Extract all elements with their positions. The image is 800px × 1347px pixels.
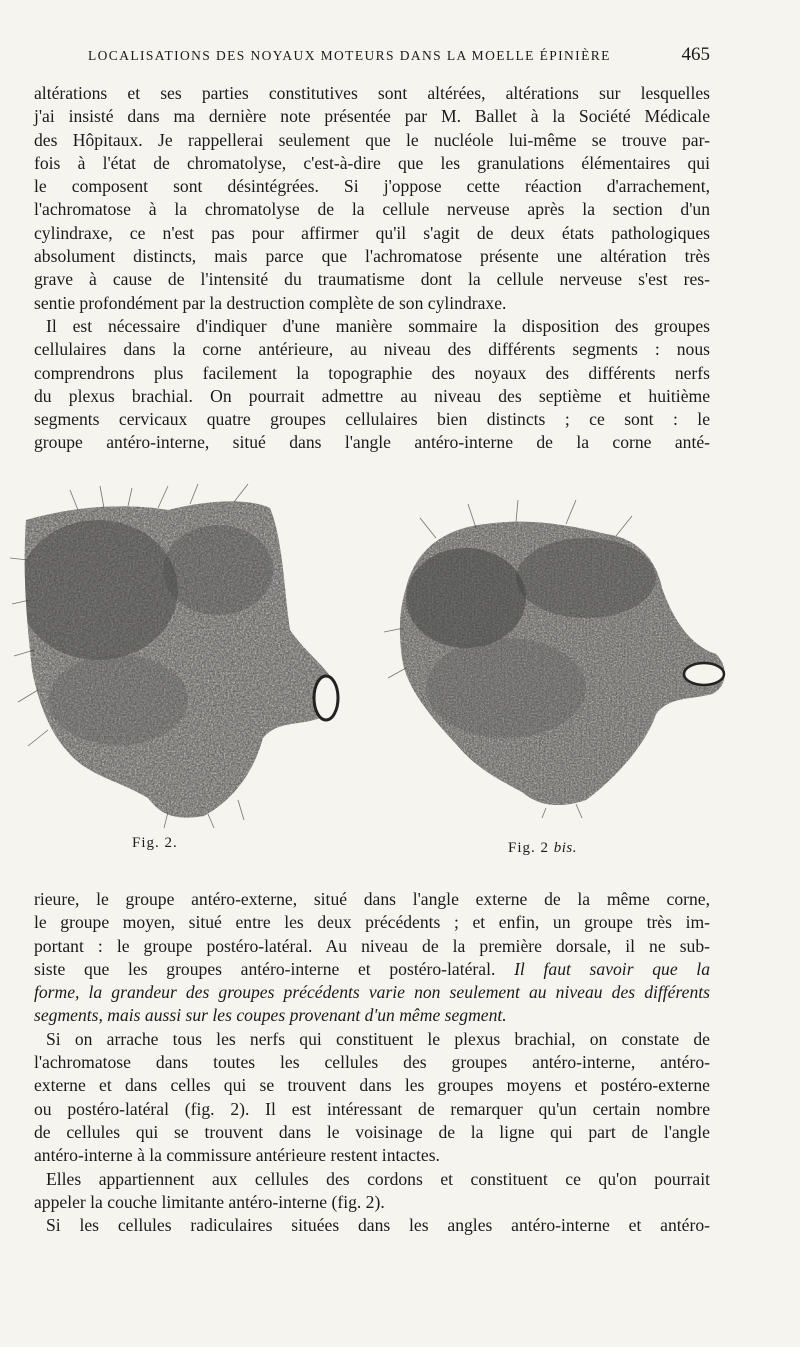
running-title: LOCALISATIONS DES NOYAUX MOTEURS DANS LA MOELLE ÉPINIÈRE [88, 48, 611, 63]
figure-2bis-caption [508, 840, 577, 857]
body-text-top [34, 82, 710, 455]
text-line: antéro-interne à la commissure antérieure restent intactes. [34, 1145, 440, 1166]
text-line: le composent sont désintégrées. Si j'oppose cette réaction d'arrachement, [34, 176, 710, 197]
text-line: l'achromatose dans toutes les cellules des groupes antéro-interne, antéro- [34, 1052, 710, 1073]
text-line: forme, la grandeur des groupes précédents varie non seulement au niveau des différents [34, 982, 710, 1003]
text-line: groupe antéro-interne, situé dans l'angle antéro-interne de la corne anté- [34, 432, 710, 453]
text-line: Elles appartiennent aux cellules des cordons et constituent ce qu'on pourrait [46, 1168, 710, 1189]
text-line: externe et dans celles qui se trouvent dans les groupes moyens et postéro-externe [34, 1075, 710, 1096]
text-line: j'ai insisté dans ma dernière note présentée par M. Ballet à la Société Médicale [34, 106, 710, 127]
figure-2bis-caption-main: Fig. 2 [508, 840, 550, 856]
page-number: 465 [681, 44, 710, 65]
text-line: absolument distincts, mais parce que l'achromatose présente une altération très [34, 246, 710, 267]
text-line [34, 958, 710, 981]
text-line: l'achromatose à la chromatolyse de la cellule nerveuse après la section d'un [34, 199, 710, 220]
text-line: Si les cellules radiculaires situées dans les angles antéro-interne et antéro- [46, 1215, 710, 1236]
text-line: cellulaires dans la corne antérieure, au niveau des différents segments : nous [34, 339, 710, 360]
text-line: grave à cause de l'intensité du traumatisme dont la cellule nerveuse s'est res- [34, 269, 710, 290]
running-header [34, 44, 710, 70]
text-line: appeler la couche limitante antéro-interne (fig. 2). [34, 1191, 385, 1212]
text-line: altérations et ses parties constitutives sont altérées, altérations sur lesquelles [34, 83, 710, 103]
text-line: comprendrons plus facilement la topographie des noyaux des différents nerfs [34, 362, 710, 383]
text-line: du plexus brachial. On pourrait admettre au niveau des septième et huitième [34, 385, 710, 406]
figure-2-caption: Fig. 2. [132, 835, 178, 851]
text-line: sentie profondément par la destruction complète de son cylindraxe. [34, 292, 507, 313]
italic-segment: Il faut savoir que la [514, 958, 710, 979]
text-line: Il est nécessaire d'indiquer d'une manière sommaire la disposition des groupes [46, 315, 710, 336]
text-line: ou postéro-latéral (fig. 2). Il est intéressant de remarquer qu'un certain nombre [34, 1098, 710, 1119]
figure-2bis-caption-suffix: bis. [553, 840, 578, 856]
text-line: Si on arrache tous les nerfs qui constituent le plexus brachial, on constate de [46, 1028, 710, 1049]
body-text-bottom [34, 888, 710, 1237]
text-segment: siste que les groupes antéro-interne et postéro-latéral. [34, 958, 496, 979]
text-line: portant : le groupe postéro-latéral. Au niveau de la première dorsale, il ne sub- [34, 935, 710, 956]
text-line: rieure, le groupe antéro-externe, situé dans l'angle externe de la même corne, [34, 889, 710, 909]
text-line: le groupe moyen, situé entre les deux précédents ; et enfin, un groupe très im- [34, 912, 710, 933]
text-line: fois à l'état de chromatolyse, c'est-à-dire que les granulations élémentaires qui [34, 152, 710, 173]
text-line: des Hôpitaux. Je rappellerai seulement que le nucléole lui-même se trouve par- [34, 129, 710, 150]
text-line: cylindraxe, ce n'est pas pour affirmer qu'il s'agit de deux états pathologiques [34, 222, 710, 243]
figure-2bis-illustration [376, 488, 738, 818]
text-line: segments cervicaux quatre groupes cellulaires bien distincts ; ce sont : le [34, 409, 710, 430]
text-line: segments, mais aussi sur les coupes provenant d'un même segment. [34, 1005, 507, 1026]
figure-2-illustration [8, 480, 360, 830]
text-line: de cellules qui se trouvent dans le voisinage de la ligne qui part de l'angle [34, 1121, 710, 1142]
